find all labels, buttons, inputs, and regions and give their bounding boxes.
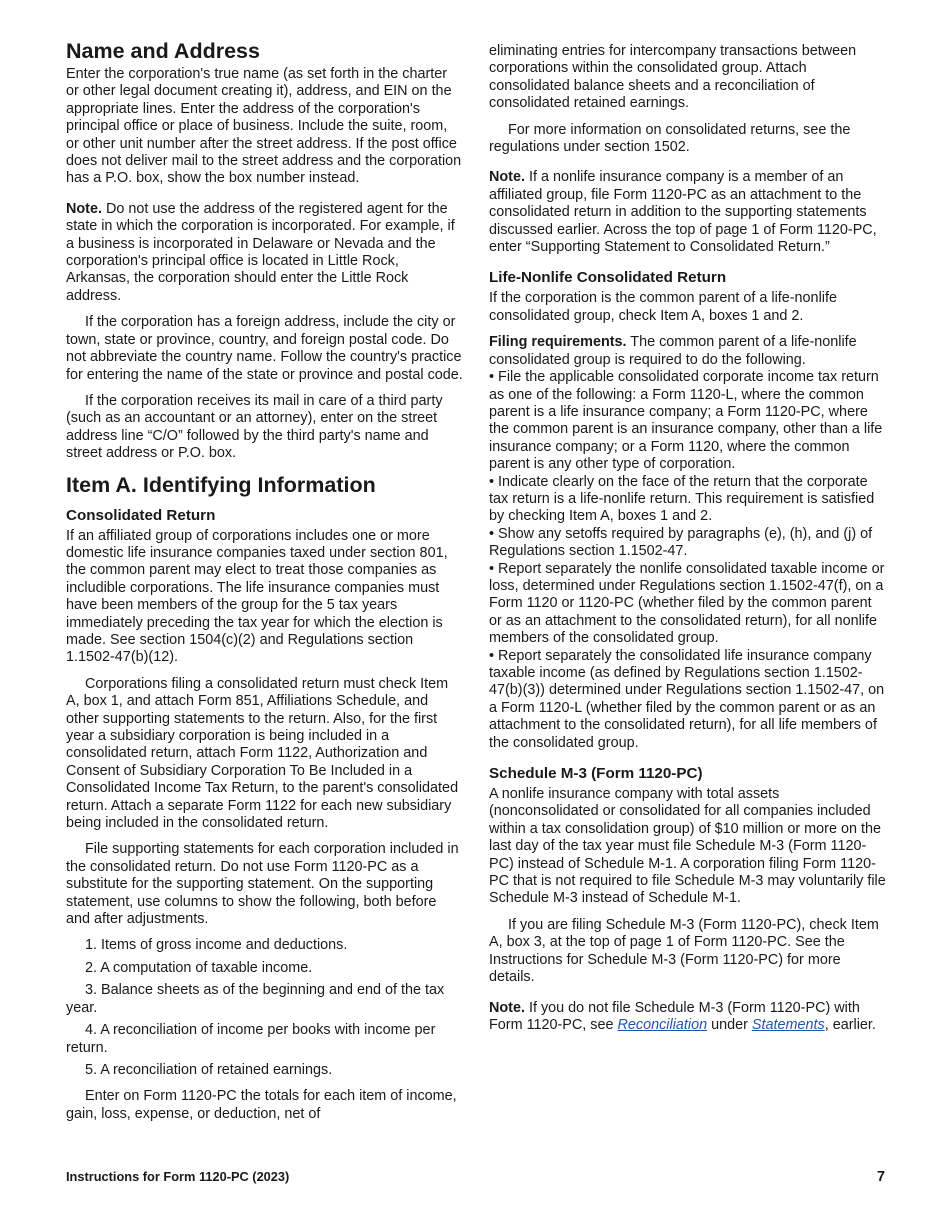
- paragraph: File supporting statements for each corporation included in the consolidated return. Do not use Form 1120-PC as a substitute for the supporting statement. On the supporting statement, use columns to show the following, both before and after adjustments.: [66, 841, 459, 928]
- list-item: • Report separately the nonlife consolidated taxable income or loss, determined under Regulations section 1.1502-47(f), on a Form 1120 or 1120-PC (whether filed by the common parent or as an attachment to the consolidated return), for all nonlife members of the consolidated group.: [489, 560, 885, 647]
- paragraph: Enter on Form 1120-PC the totals for each item of income, gain, loss, expense, or deduction, net of: [66, 1088, 457, 1122]
- footer-title: Instructions for Form 1120-PC (2023): [66, 1169, 290, 1184]
- note-text: , earlier.: [824, 1016, 876, 1033]
- bullet-list: [489, 369, 886, 752]
- paragraph: eliminating entries for intercompany transactions between corporations within the consolidated group. Attach consolidated balance sheets and a reconciliation of consolidated retained earnings.: [489, 43, 857, 112]
- numbered-list: [66, 937, 463, 1079]
- note-text: If you do not file Schedule M-3 (Form 1120-PC) with Form 1120-PC, see: [489, 999, 860, 1033]
- note-label: Note.: [489, 169, 525, 186]
- heading-schedule-m3: Schedule M-3 (Form 1120-PC): [489, 765, 703, 783]
- note-label: Note.: [66, 200, 102, 217]
- left-column: [66, 38, 463, 1132]
- paragraph: For more information on consolidated returns, see the regulations under section 1502.: [489, 121, 851, 156]
- filing-label: Filing requirements.: [489, 334, 627, 351]
- statements-link[interactable]: Statements: [751, 1016, 825, 1033]
- reconciliation-link[interactable]: Reconciliation: [617, 1016, 708, 1033]
- right-column: [489, 43, 886, 1043]
- paragraph: Corporations filing a consolidated return must check Item A, box 1, and attach Form 851, Affiliations Schedule, and other supporting statements to the return. Also, for the first year a subsidiary corporation is being included in a consolidated return, attach Form 1122, Authorization and Consent of Subsidiary Corporation To Be Included in a Consolidated Income Tax Return, to the parent's consolidated return. Attach a separate Form 1122 for each new subsidiary being included in the consolidated return.: [66, 675, 459, 832]
- paragraph: If you are filing Schedule M-3 (Form 1120-PC), check Item A, box 3, at the top of page 1 of Form 1120-PC. See the Instructions for Schedule M-3 (Form 1120-PC) for more details.: [489, 916, 879, 986]
- list-item: • Indicate clearly on the face of the return that the corporate tax return is a life-nonlife return. This requirement is satisfied by checking Item A, boxes 1 and 2.: [489, 473, 875, 525]
- page-number: 7: [876, 1169, 885, 1185]
- paragraph: If the corporation is the common parent of a life-nonlife consolidated group, check Item A, boxes 1 and 2.: [489, 290, 837, 324]
- paragraph: If the corporation receives its mail in care of a third party (such as an accountant or an attorney), enter on the street address line “C/O” followed by the third party's name and street address or P.O. box.: [66, 392, 443, 462]
- note-label: Note.: [489, 999, 525, 1016]
- paragraph: If the corporation has a foreign address, include the city or town, state or province, country, and foreign postal code. Do not abbreviate the country name. Follow the country's practice for entering the name of the state or province and postal code.: [66, 314, 463, 383]
- note-paragraph: [66, 201, 463, 305]
- list-item: 4. A reconciliation of income per books with income per return.: [66, 1022, 436, 1056]
- list-item: • Report separately the consolidated life insurance company taxable income (as defined by Regulations section 1.1502-47(b)(3)) determined under Regulations section 1.1502-47, on a Form 1120-L (whether filed by the common parent or as an attachment to the consolidated return), for all life members of the consolidated group.: [489, 647, 885, 751]
- paragraph: If an affiliated group of corporations includes one or more domestic life insurance companies taxed under section 801, the common parent may elect to treat those companies as includible corporations. The life insurance companies must have been members of the group for the 5 tax years immediately preceding the tax year for which the election is made. See section 1504(c)(2) and Regulations section 1.1502-47(b)(12).: [66, 527, 448, 666]
- list-item: • File the applicable consolidated corporate income tax return as one of the following: a Form 1120-L, where the common parent is a life insurance company; a Form 1120-PC, where the common parent is an insurance company, other than a life insurance company; or a Form 1120, where the common parent is any other type of corporation.: [489, 369, 883, 473]
- list-item: 3. Balance sheets as of the beginning and end of the tax year.: [66, 982, 445, 1016]
- heading-name-and-address: Name and Address: [66, 39, 260, 63]
- list-item: • Show any setoffs required by paragraphs (e), (h), and (j) of Regulations section 1.1502-47.: [489, 525, 873, 560]
- heading-consolidated-return: Consolidated Return: [66, 506, 216, 524]
- note-text: under: [707, 1016, 752, 1033]
- paragraph: A nonlife insurance company with total assets (nonconsolidated or consolidated for all companies included within a tax consolidation group) of $10 million or more on the last day of the tax year must file Schedule M-3 (Form 1120-PC) instead of Schedule M-1. A corporation filing Form 1120-PC that is not required to file Schedule M-3 may voluntarily file Schedule M-3 instead of Schedule M-1.: [489, 786, 886, 907]
- paragraph: Enter the corporation's true name (as set forth in the charter or other legal document creating it), address, and EIN on the appropriate lines. Enter the address of the corporation's principal office or place of business. Include the suite, room, or other unit number after the street address. If the post office does not deliver mail to the street address and the corporation has a P.O. box, show the box number instead.: [66, 66, 462, 187]
- filing-text: The common parent of a life-nonlife consolidated group is required to do the following.: [489, 334, 857, 368]
- list-item: 1. Items of gross income and deductions.: [85, 937, 348, 954]
- heading-item-a: Item A. Identifying Information: [66, 472, 376, 497]
- note-text: If a nonlife insurance company is a member of an affiliated group, file Form 1120-PC as an attachment to the consolidated return in addition to the supporting statements discussed earlier. Across the top of page 1 of Form 1120-PC, enter “Supporting Statement to Consolidated Return.”: [489, 169, 877, 256]
- note-text: Do not use the address of the registered agent for the state in which the corporation is incorporated. For example, if a business is incorporated in Delaware or Nevada and the corporation's principal office is located in Little Rock, Arkansas, the corporation should enter the Little Rock address.: [66, 200, 455, 304]
- list-item: 2. A computation of taxable income.: [85, 959, 313, 976]
- list-item: 5. A reconciliation of retained earnings.: [85, 1061, 333, 1078]
- filing-requirements-paragraph: [489, 334, 886, 369]
- note-paragraph: [489, 169, 886, 256]
- heading-life-nonlife: Life-Nonlife Consolidated Return: [489, 269, 727, 287]
- note-paragraph: [489, 1000, 886, 1035]
